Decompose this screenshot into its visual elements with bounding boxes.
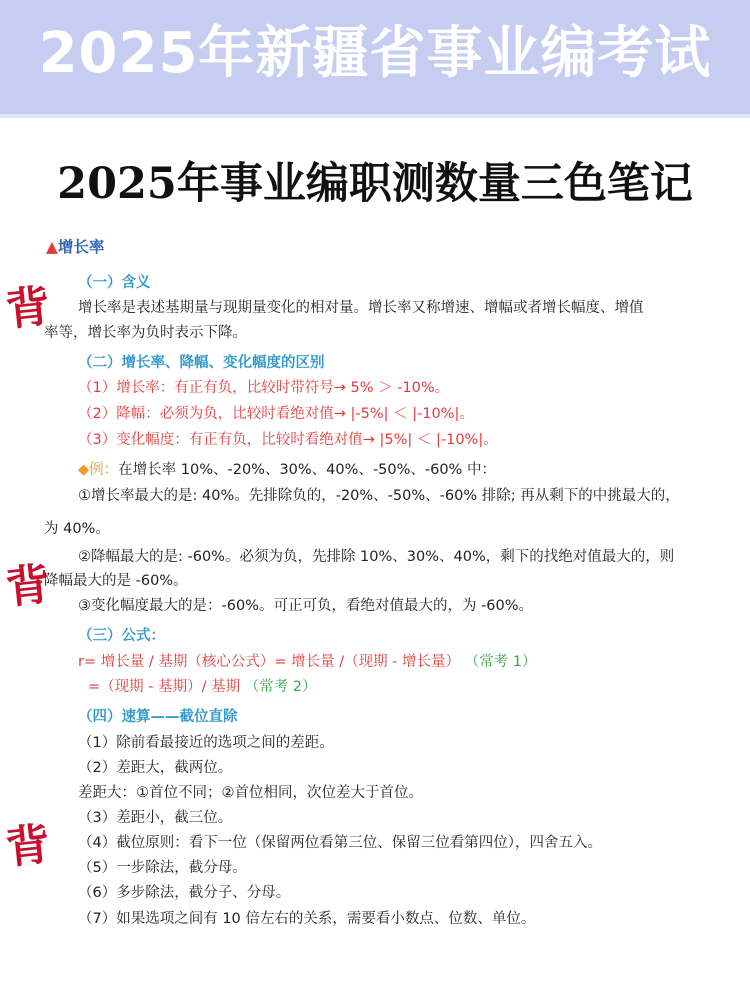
memorize-seal-1: 背: [3, 280, 53, 337]
example-2-line1: ②降幅最大的是: -60%。必须为负，先排除 10%、30%、40%，剩下的找绝对值最大的，则: [78, 549, 675, 565]
memorize-seal-2: 背: [3, 558, 53, 615]
example-text: 在增长率 10%、-20%、30%、40%、-50%、-60% 中：: [118, 462, 496, 478]
formula-1-note: （常考 1）: [464, 654, 537, 670]
part1-body-line2: 率等，增长率为负时表示下降。: [44, 325, 247, 341]
example-1-line1: ①增长率最大的是: 40%。先排除负的，-20%、-50%、-60% 排除; 再从剩下的中挑最大的，: [78, 488, 680, 504]
part4-item-2: （2）差距大，截两位。: [78, 760, 233, 776]
formula-2-note: （常考 2）: [244, 679, 317, 695]
formula-1-text: r= 增长量 / 基期（核心公式）= 增长量 /（现期 - 增长量）: [78, 654, 461, 670]
part2-item-1: （1）增长率：有正有负，比较时带符号→ 5% ＞ -10%。: [78, 380, 450, 396]
part4-item-7: （6）多步除法，截分子、分母。: [78, 885, 291, 901]
example-1-line2: 为 40%。: [44, 521, 110, 537]
formula-2: [88, 676, 317, 698]
example-3: ③变化幅度最大的是：-60%。可正可负，看绝对值最大的，为 -60%。: [78, 598, 534, 614]
part4-item-5: （4）截位原则：看下一位（保留两位看第三位、保留三位看第四位），四舍五入。: [78, 835, 602, 851]
example-2-line2: 降幅最大的是 -60%。: [44, 573, 188, 589]
formula-1: [78, 651, 536, 673]
section-heading: [46, 236, 104, 258]
document-title: 2025年事业编职测数量三色笔记: [57, 159, 693, 209]
memorize-seal-3: 背: [3, 818, 53, 875]
triangle-marker-icon: ▲: [46, 238, 58, 256]
example-line: [78, 459, 496, 481]
part1-heading: （一）含义: [78, 275, 151, 291]
banner-title: 2025年新疆省事业编考试: [38, 21, 712, 86]
part4-item-6: （5）一步除法，截分母。: [78, 860, 247, 876]
part4-heading: （四）速算——截位直除: [78, 709, 238, 725]
part2-item-2: （2）降幅：必须为负，比较时看绝对值→ |-5%| ＜ |-10%|。: [78, 406, 474, 422]
part4-item-8: （7）如果选项之间有 10 倍左右的关系，需要看小数点、位数、单位。: [78, 911, 536, 927]
formula-2-text: =（现期 - 基期）/ 基期: [88, 679, 241, 695]
part3-heading: （三）公式：: [78, 628, 165, 644]
part1-body-line1: 增长率是表述基期量与现期量变化的相对量。增长率又称增速、增幅或者增长幅度、增值: [78, 300, 644, 316]
banner-divider: [0, 114, 750, 118]
part4-item-1: （1）除前看最接近的选项之间的差距。: [78, 735, 334, 751]
banner: [0, 0, 750, 114]
part4-item-4: （3）差距小，截三位。: [78, 810, 233, 826]
example-label: ◆例：: [78, 462, 119, 478]
section-title: 增长率: [57, 238, 105, 256]
part2-item-3: （3）变化幅度：有正有负，比较时看绝对值→ |5%| ＜ |-10%|。: [78, 432, 498, 448]
part4-item-3: 差距大：①首位不同；②首位相同，次位差大于首位。: [78, 785, 423, 801]
part2-heading: （二）增长率、降幅、变化幅度的区别: [78, 355, 325, 371]
